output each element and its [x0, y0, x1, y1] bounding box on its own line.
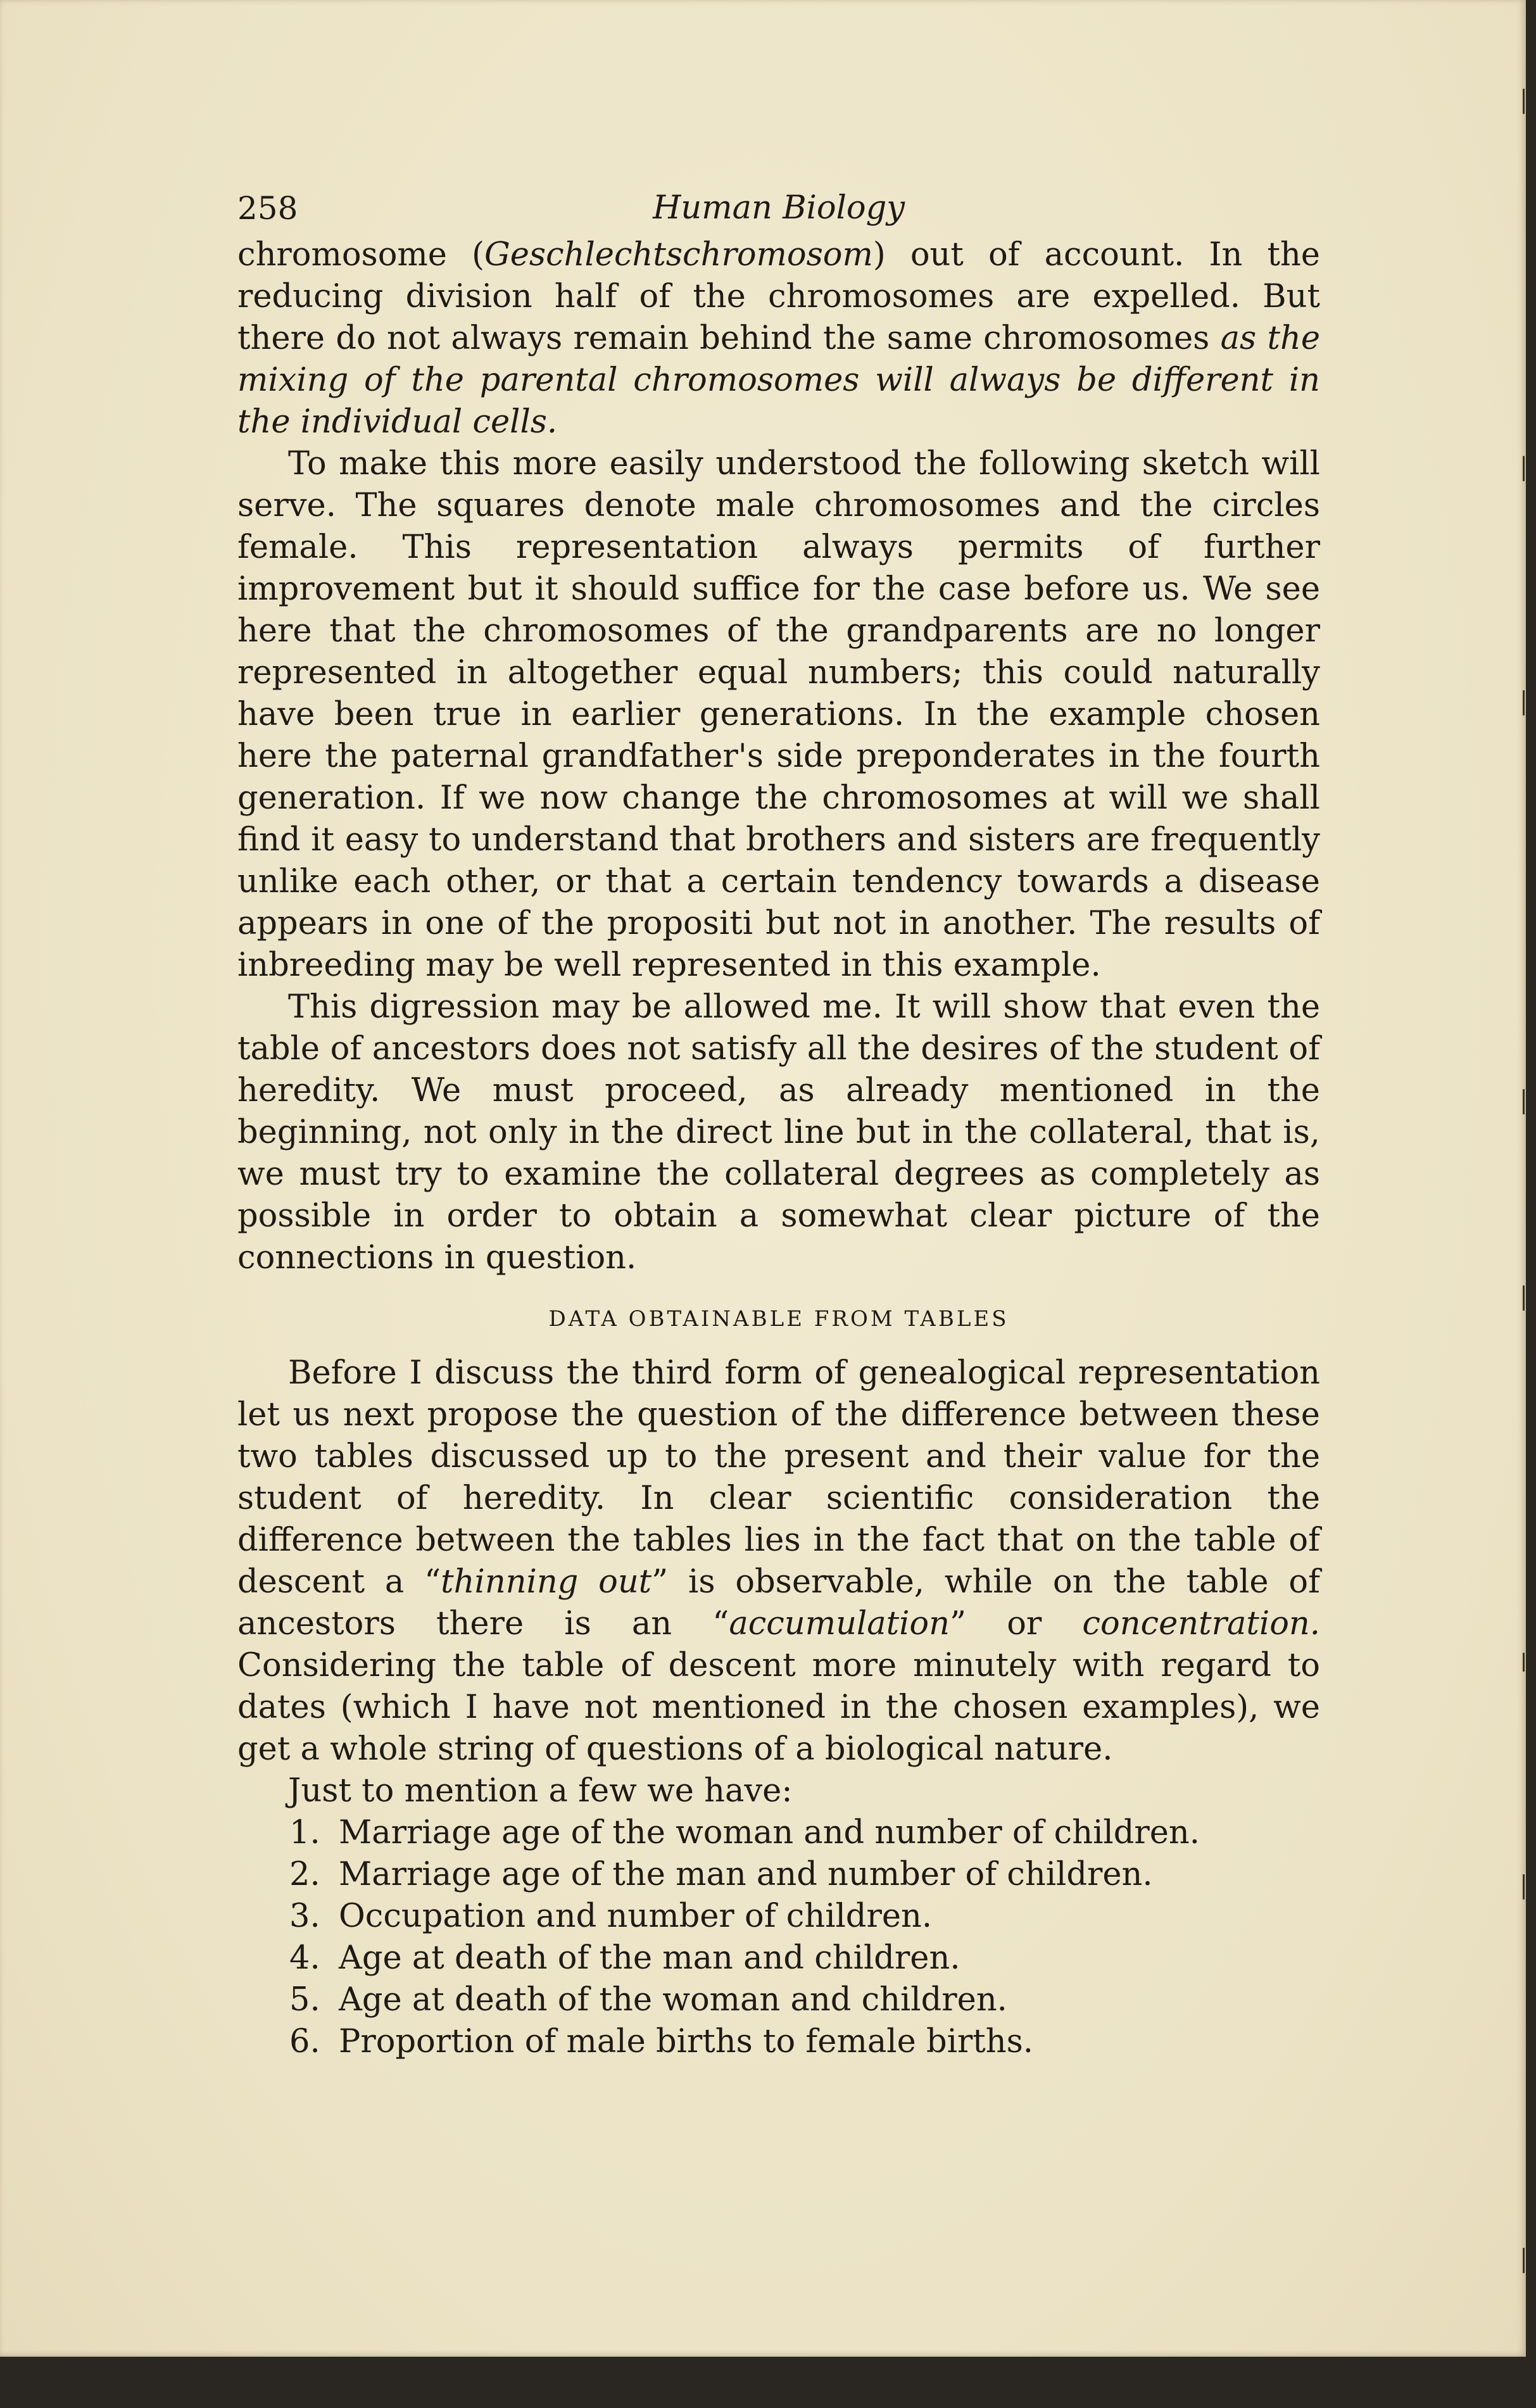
- paragraph-1: chromosome (Geschlechtschromosom) out of account. In the reducing division half of the chromosomes are expelled. But there do not always remain behind the same chromosomes as the mixing of the parental chromosomes will always be different in the individual cells.: [237, 236, 1320, 441]
- list-item: 2. Marriage age of the man and number of children.: [289, 1856, 1153, 1893]
- page-content: [237, 184, 1320, 2063]
- list-item: 5. Age at death of the woman and children.: [289, 1981, 1007, 2019]
- list-item: 6. Proportion of male births to female births.: [289, 2023, 1034, 2060]
- running-title: Human Biology: [652, 189, 905, 227]
- list-item: 1. Marriage age of the woman and number of children.: [289, 1814, 1200, 1851]
- list-item: 3. Occupation and number of children.: [289, 1898, 933, 1935]
- paragraph-4: Before I discuss the third form of genealogical representation let us next propose the question of the difference between these two tables discussed up to the present and their value for the student of heredity. In clear scientific consideration the difference between the tables lies in the fact that on the table of descent a “thinning out” is observable, while on the table of ancestors there is an “accumulation” or concentration. Considering the table of descent more minutely with regard to dates (which I have not mentioned in the chosen examples), we get a whole string of questions of a biological nature.: [237, 1354, 1320, 1768]
- page-number: 258: [237, 190, 298, 227]
- paragraph-2: To make this more easily understood the following sketch will serve. The squares denote male chromosomes and the circles female. This representation always permits of further improvement but it should suffice for the case before us. We see here that the chromosomes of the grandparents are no longer represented in altogether equal numbers; this could naturally have been true in earlier generations. In the example chosen here the paternal grandfather's side preponderates in the fourth generation. If we now change the chromosomes at will we shall find it easy to understand that brothers and sisters are frequently unlike each other, or that a certain tendency towards a disease appears in one of the propositi but not in another. The results of inbreeding may be well represented in this example.: [237, 445, 1320, 984]
- paragraph-5: Just to mention a few we have:: [288, 1772, 793, 1810]
- paragraph-3: This digression may be allowed me. It will show that even the table of ancestors does not satisfy all the desires of the student of heredity. We must proceed, as already mentioned in the beginning, not only in the direct line but in the collateral, that is, we must try to examine the collateral degrees as completely as possible in order to obtain a somewhat clear picture of the connections in question.: [237, 988, 1320, 1276]
- list-item: 4. Age at death of the man and children.: [289, 1939, 960, 1977]
- section-heading: DATA OBTAINABLE FROM TABLES: [548, 1306, 1009, 1332]
- running-head: [237, 184, 1320, 234]
- question-list: [237, 1812, 1320, 2063]
